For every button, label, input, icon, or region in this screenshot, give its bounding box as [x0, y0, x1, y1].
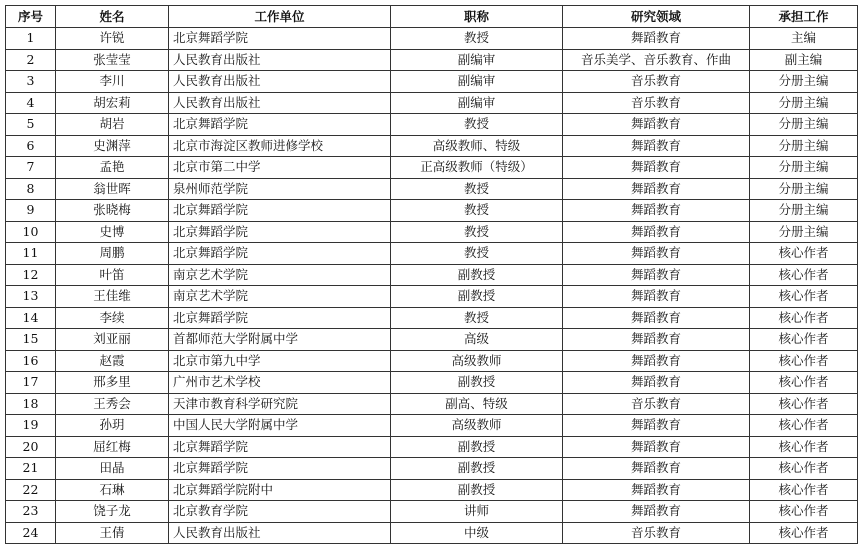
cell-workplace: 北京舞蹈学院: [169, 458, 391, 480]
cell-role: 分册主编: [750, 71, 858, 93]
cell-workplace: 北京市海淀区教师进修学校: [169, 135, 391, 157]
cell-title: 副教授: [391, 479, 563, 501]
cell-workplace: 北京舞蹈学院: [169, 114, 391, 136]
cell-workplace: 泉州师范学院: [169, 178, 391, 200]
cell-index: 19: [6, 415, 56, 437]
table-row: [6, 178, 858, 200]
cell-index: 24: [6, 522, 56, 544]
cell-title: 副高、特级: [391, 393, 563, 415]
cell-index: 15: [6, 329, 56, 351]
cell-index: 10: [6, 221, 56, 243]
header-index: 序号: [6, 6, 56, 28]
cell-name: 李川: [56, 71, 169, 93]
cell-workplace: 人民教育出版社: [169, 522, 391, 544]
cell-name: 周鹏: [56, 243, 169, 265]
cell-role: 核心作者: [750, 522, 858, 544]
cell-role: 核心作者: [750, 415, 858, 437]
cell-name: 胡岩: [56, 114, 169, 136]
table-row: [6, 415, 858, 437]
cell-role: 分册主编: [750, 200, 858, 222]
cell-research-field: 音乐教育: [563, 522, 750, 544]
cell-role: 核心作者: [750, 307, 858, 329]
cell-index: 22: [6, 479, 56, 501]
cell-name: 张莹莹: [56, 49, 169, 71]
table-row: [6, 157, 858, 179]
cell-index: 21: [6, 458, 56, 480]
cell-research-field: 舞蹈教育: [563, 458, 750, 480]
cell-workplace: 北京舞蹈学院: [169, 243, 391, 265]
cell-index: 9: [6, 200, 56, 222]
table-row: [6, 522, 858, 544]
cell-title: 正高级教师（特级）: [391, 157, 563, 179]
cell-name: 孟艳: [56, 157, 169, 179]
cell-workplace: 北京舞蹈学院: [169, 28, 391, 50]
cell-workplace: 北京舞蹈学院: [169, 200, 391, 222]
cell-name: 田晶: [56, 458, 169, 480]
cell-workplace: 北京舞蹈学院: [169, 307, 391, 329]
cell-index: 13: [6, 286, 56, 308]
cell-role: 分册主编: [750, 135, 858, 157]
cell-role: 核心作者: [750, 458, 858, 480]
cell-workplace: 人民教育出版社: [169, 92, 391, 114]
cell-workplace: 首都师范大学附属中学: [169, 329, 391, 351]
cell-research-field: 舞蹈教育: [563, 329, 750, 351]
cell-role: 核心作者: [750, 243, 858, 265]
cell-research-field: 舞蹈教育: [563, 28, 750, 50]
cell-title: 教授: [391, 221, 563, 243]
cell-research-field: 舞蹈教育: [563, 114, 750, 136]
cell-title: 高级: [391, 329, 563, 351]
cell-name: 饶子龙: [56, 501, 169, 523]
cell-name: 翁世晖: [56, 178, 169, 200]
cell-role: 核心作者: [750, 436, 858, 458]
cell-research-field: 舞蹈教育: [563, 436, 750, 458]
cell-role: 分册主编: [750, 178, 858, 200]
table-row: [6, 28, 858, 50]
header-row: [6, 6, 858, 28]
cell-research-field: 音乐教育: [563, 393, 750, 415]
staff-table: [5, 5, 858, 544]
cell-index: 2: [6, 49, 56, 71]
table-row: [6, 479, 858, 501]
cell-title: 副编审: [391, 92, 563, 114]
cell-workplace: 北京市第九中学: [169, 350, 391, 372]
table-row: [6, 221, 858, 243]
cell-research-field: 舞蹈教育: [563, 372, 750, 394]
cell-research-field: 舞蹈教育: [563, 178, 750, 200]
cell-research-field: 舞蹈教育: [563, 415, 750, 437]
cell-index: 16: [6, 350, 56, 372]
header-name: 姓名: [56, 6, 169, 28]
cell-index: 5: [6, 114, 56, 136]
header-title: 职称: [391, 6, 563, 28]
cell-title: 教授: [391, 243, 563, 265]
cell-title: 副教授: [391, 458, 563, 480]
table-row: [6, 501, 858, 523]
cell-role: 核心作者: [750, 264, 858, 286]
cell-title: 中级: [391, 522, 563, 544]
table-row: [6, 114, 858, 136]
cell-role: 核心作者: [750, 350, 858, 372]
cell-name: 邢多里: [56, 372, 169, 394]
cell-index: 4: [6, 92, 56, 114]
cell-workplace: 北京舞蹈学院: [169, 221, 391, 243]
table-body: [6, 28, 858, 544]
cell-index: 12: [6, 264, 56, 286]
cell-research-field: 舞蹈教育: [563, 200, 750, 222]
cell-workplace: 人民教育出版社: [169, 71, 391, 93]
cell-title: 高级教师: [391, 415, 563, 437]
table-row: [6, 372, 858, 394]
cell-research-field: 舞蹈教育: [563, 221, 750, 243]
cell-name: 刘亚丽: [56, 329, 169, 351]
cell-title: 高级教师、特级: [391, 135, 563, 157]
cell-role: 核心作者: [750, 286, 858, 308]
cell-title: 副编审: [391, 71, 563, 93]
cell-index: 8: [6, 178, 56, 200]
cell-name: 叶笛: [56, 264, 169, 286]
cell-name: 史博: [56, 221, 169, 243]
cell-title: 教授: [391, 200, 563, 222]
cell-name: 李续: [56, 307, 169, 329]
table-row: [6, 264, 858, 286]
cell-name: 赵霞: [56, 350, 169, 372]
cell-index: 6: [6, 135, 56, 157]
cell-research-field: 舞蹈教育: [563, 479, 750, 501]
cell-workplace: 南京艺术学院: [169, 286, 391, 308]
cell-name: 王佳维: [56, 286, 169, 308]
table-row: [6, 92, 858, 114]
cell-research-field: 音乐教育: [563, 71, 750, 93]
cell-title: 副教授: [391, 286, 563, 308]
cell-workplace: 北京舞蹈学院附中: [169, 479, 391, 501]
cell-name: 许锐: [56, 28, 169, 50]
table-row: [6, 329, 858, 351]
cell-workplace: 广州市艺术学校: [169, 372, 391, 394]
cell-index: 14: [6, 307, 56, 329]
cell-research-field: 舞蹈教育: [563, 157, 750, 179]
cell-role: 分册主编: [750, 221, 858, 243]
header-workplace: 工作单位: [169, 6, 391, 28]
table-row: [6, 393, 858, 415]
cell-name: 王秀会: [56, 393, 169, 415]
cell-title: 副教授: [391, 264, 563, 286]
cell-workplace: 天津市教育科学研究院: [169, 393, 391, 415]
cell-name: 张晓梅: [56, 200, 169, 222]
cell-title: 教授: [391, 307, 563, 329]
header-research-field: 研究领域: [563, 6, 750, 28]
cell-title: 副教授: [391, 372, 563, 394]
cell-index: 3: [6, 71, 56, 93]
table-row: [6, 307, 858, 329]
cell-name: 胡宏莉: [56, 92, 169, 114]
cell-research-field: 舞蹈教育: [563, 243, 750, 265]
cell-index: 17: [6, 372, 56, 394]
table-row: [6, 49, 858, 71]
cell-name: 石琳: [56, 479, 169, 501]
cell-workplace: 北京舞蹈学院: [169, 436, 391, 458]
cell-title: 高级教师: [391, 350, 563, 372]
cell-role: 分册主编: [750, 157, 858, 179]
cell-workplace: 北京市第二中学: [169, 157, 391, 179]
cell-workplace: 人民教育出版社: [169, 49, 391, 71]
cell-role: 主编: [750, 28, 858, 50]
cell-role: 核心作者: [750, 329, 858, 351]
table-row: [6, 436, 858, 458]
cell-workplace: 南京艺术学院: [169, 264, 391, 286]
cell-research-field: 舞蹈教育: [563, 286, 750, 308]
cell-research-field: 舞蹈教育: [563, 501, 750, 523]
cell-name: 王倩: [56, 522, 169, 544]
cell-research-field: 音乐美学、音乐教育、作曲: [563, 49, 750, 71]
cell-role: 核心作者: [750, 393, 858, 415]
cell-index: 20: [6, 436, 56, 458]
cell-title: 副教授: [391, 436, 563, 458]
cell-title: 副编审: [391, 49, 563, 71]
table-container: [5, 5, 858, 544]
cell-research-field: 舞蹈教育: [563, 135, 750, 157]
cell-research-field: 舞蹈教育: [563, 264, 750, 286]
cell-name: 孙玥: [56, 415, 169, 437]
cell-role: 分册主编: [750, 114, 858, 136]
table-row: [6, 71, 858, 93]
table-row: [6, 286, 858, 308]
cell-index: 1: [6, 28, 56, 50]
cell-name: 屈红梅: [56, 436, 169, 458]
cell-research-field: 音乐教育: [563, 92, 750, 114]
cell-research-field: 舞蹈教育: [563, 307, 750, 329]
table-row: [6, 350, 858, 372]
cell-name: 史渊萍: [56, 135, 169, 157]
cell-index: 11: [6, 243, 56, 265]
cell-role: 核心作者: [750, 372, 858, 394]
cell-title: 讲师: [391, 501, 563, 523]
cell-title: 教授: [391, 178, 563, 200]
cell-index: 18: [6, 393, 56, 415]
cell-index: 7: [6, 157, 56, 179]
cell-workplace: 中国人民大学附属中学: [169, 415, 391, 437]
table-row: [6, 243, 858, 265]
table-row: [6, 135, 858, 157]
cell-role: 分册主编: [750, 92, 858, 114]
cell-title: 教授: [391, 28, 563, 50]
table-row: [6, 458, 858, 480]
header-role: 承担工作: [750, 6, 858, 28]
cell-workplace: 北京教育学院: [169, 501, 391, 523]
cell-role: 副主编: [750, 49, 858, 71]
cell-role: 核心作者: [750, 479, 858, 501]
cell-role: 核心作者: [750, 501, 858, 523]
cell-title: 教授: [391, 114, 563, 136]
cell-research-field: 舞蹈教育: [563, 350, 750, 372]
cell-index: 23: [6, 501, 56, 523]
table-row: [6, 200, 858, 222]
